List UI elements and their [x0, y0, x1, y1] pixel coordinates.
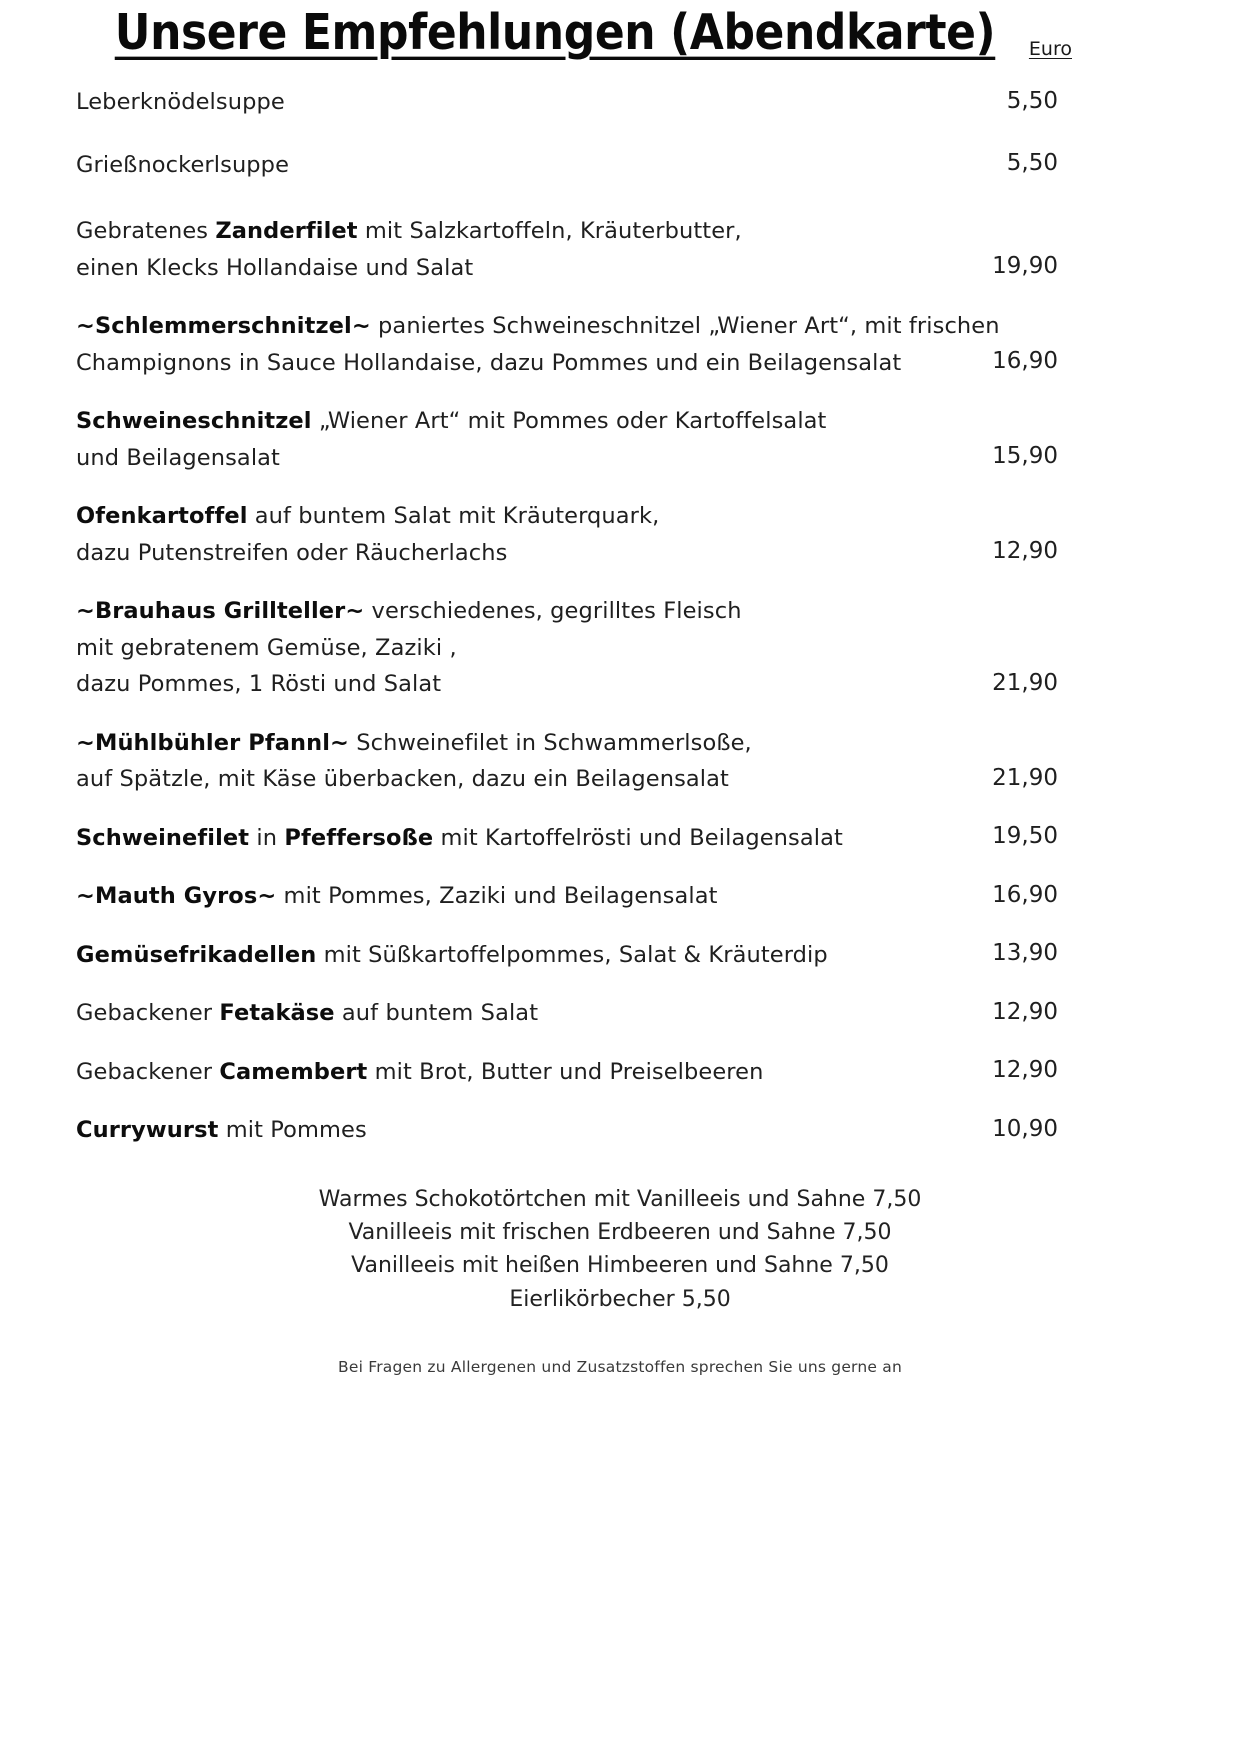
menu-item	[76, 213, 1076, 286]
menu-item-line	[76, 403, 926, 440]
dish-detail-text: auf buntem Salat mit Kräuterquark,	[247, 503, 660, 529]
menu-item-price: 12,90	[992, 1057, 1058, 1083]
item-spacer	[40, 1090, 1200, 1112]
currency-column-header: Euro	[1028, 38, 1072, 60]
menu-item-price: 13,90	[992, 940, 1058, 966]
item-spacer	[40, 703, 1200, 725]
dessert-item: Vanilleeis mit heißen Himbeeren und Sahne 7,50	[351, 1253, 889, 1279]
dish-name-text: Schweinefilet	[76, 824, 250, 851]
menu-item	[76, 995, 1076, 1032]
menu-item-description	[76, 995, 926, 1032]
menu-item-list	[40, 84, 1200, 1149]
menu-item-line	[76, 1054, 926, 1091]
dish-name-text: ~Schlemmerschnitzel~	[76, 313, 371, 339]
menu-item	[76, 147, 1076, 184]
dish-name-text: Fetakäse	[219, 1000, 335, 1026]
menu-item-description	[76, 820, 926, 857]
dish-detail-text: mit Pommes	[218, 1117, 367, 1143]
menu-item-description	[76, 593, 926, 703]
menu-item	[76, 593, 1076, 703]
menu-item	[76, 498, 1076, 571]
menu-item-line	[76, 1112, 926, 1149]
dish-detail-text: in	[249, 824, 285, 851]
dish-detail-text: auf Spätzle, mit Käse überbacken, dazu ein Beilagensalat	[76, 766, 729, 792]
dish-detail-text: paniertes Schweineschnitzel „Wiener Art“, mit frischen	[370, 313, 1000, 339]
menu-item-line	[76, 84, 926, 121]
menu-item-description	[76, 725, 926, 798]
dish-detail-text: Gebackener	[76, 1058, 220, 1085]
item-spacer	[40, 915, 1200, 937]
menu-item	[76, 820, 1076, 857]
item-spacer	[40, 183, 1200, 213]
dessert-item: Eierlikörbecher 5,50	[509, 1286, 731, 1312]
dish-name-text: Pfeffersoße	[284, 824, 434, 851]
menu-item-price: 16,90	[992, 348, 1058, 374]
menu-item	[76, 403, 1076, 476]
menu-item-line	[76, 937, 926, 974]
menu-item-line	[76, 535, 926, 572]
dish-name-text: ~Mühlbühler Pfannl~	[76, 729, 349, 756]
menu-item-description	[76, 147, 926, 184]
dish-detail-text: einen Klecks Hollandaise und Salat	[76, 254, 474, 281]
dish-detail-text: Grießnockerlsuppe	[76, 151, 290, 178]
menu-item-description	[76, 1054, 926, 1091]
menu-item-description	[76, 878, 926, 915]
dish-name-text: Currywurst	[76, 1117, 219, 1143]
dish-detail-text: Champignons in Sauce Hollandaise, dazu Pommes und ein Beilagensalat	[76, 349, 902, 376]
menu-item-line	[76, 761, 926, 798]
dish-detail-text: mit Brot, Butter und Preiselbeeren	[367, 1058, 764, 1085]
dish-detail-text: Gebackener	[76, 1000, 220, 1026]
menu-item-line	[76, 308, 1000, 345]
dish-name-text: ~Brauhaus Grillteller~	[76, 598, 365, 624]
menu-item-line	[76, 878, 926, 915]
menu-item	[76, 308, 1076, 381]
dessert-item: Warmes Schokotörtchen mit Vanilleeis und Sahne 7,50	[318, 1186, 922, 1212]
menu-item	[76, 725, 1076, 798]
dish-name-text: ~Mauth Gyros~	[76, 883, 277, 909]
dish-detail-text: dazu Putenstreifen oder Räucherlachs	[76, 539, 508, 566]
dish-detail-text: dazu Pommes, 1 Rösti und Salat	[76, 671, 442, 697]
menu-item-price: 15,90	[992, 443, 1058, 469]
dish-detail-text: mit Pommes, Zaziki und Beilagensalat	[276, 883, 718, 909]
dish-name-text: Zanderfilet	[215, 218, 358, 244]
menu-item-description	[76, 213, 926, 286]
dish-name-text: Ofenkartoffel	[76, 503, 248, 529]
dish-detail-text: Leberknödelsuppe	[76, 89, 285, 115]
menu-item-line	[76, 593, 926, 630]
menu-item	[76, 937, 1076, 974]
menu-item-price: 21,90	[992, 764, 1058, 791]
menu-item-description	[76, 403, 926, 476]
menu-item-price: 21,90	[992, 669, 1058, 696]
dish-detail-text: mit Salzkartoffeln, Kräuterbutter,	[357, 218, 742, 244]
menu-item-line	[76, 630, 926, 667]
dish-detail-text: Schweinefilet in Schwammerlsoße,	[349, 729, 752, 756]
dish-detail-text: mit gebratenem Gemüse, Zaziki ,	[76, 634, 457, 661]
menu-item-price: 5,50	[1006, 87, 1058, 114]
menu-item-line	[76, 213, 926, 250]
menu-header	[40, 0, 1200, 78]
menu-item-price: 19,90	[992, 253, 1058, 279]
menu-item	[76, 1112, 1076, 1149]
dish-detail-text: und Beilagensalat	[76, 444, 280, 471]
menu-item-line	[76, 820, 926, 857]
menu-item-line	[76, 725, 926, 762]
allergen-footer-note: Bei Fragen zu Allergenen und Zusatzstoffen sprechen Sie uns gerne an	[338, 1358, 902, 1377]
menu-item-price: 16,90	[992, 881, 1058, 908]
menu-item-line	[76, 345, 926, 382]
item-spacer	[40, 798, 1200, 820]
menu-item	[76, 1054, 1076, 1091]
menu-item-price: 5,50	[1006, 150, 1058, 176]
dish-detail-text: Gebratenes	[76, 218, 216, 244]
menu-item-description	[76, 84, 926, 121]
item-spacer	[40, 121, 1200, 147]
item-spacer	[40, 1032, 1200, 1054]
page-title: Unsere Empfehlungen (Abendkarte)	[114, 4, 996, 62]
menu-item-description	[76, 937, 926, 974]
menu-item-description	[76, 308, 1000, 381]
menu-item-line	[76, 250, 926, 287]
menu-item-price: 10,90	[992, 1115, 1058, 1142]
dessert-section	[40, 1183, 1200, 1317]
menu-item	[76, 84, 1076, 121]
menu-item-price: 12,90	[992, 998, 1058, 1025]
dessert-item: Vanilleeis mit frischen Erdbeeren und Sahne 7,50	[348, 1219, 892, 1245]
dish-detail-text: mit Süßkartoffelpommes, Salat & Kräuterdip	[316, 941, 828, 968]
menu-item	[76, 878, 1076, 915]
item-spacer	[40, 571, 1200, 593]
item-spacer	[40, 973, 1200, 995]
item-spacer	[40, 856, 1200, 878]
item-spacer	[40, 476, 1200, 498]
item-spacer	[40, 286, 1200, 308]
dish-detail-text: auf buntem Salat	[334, 1000, 539, 1026]
menu-item-line	[76, 995, 926, 1032]
dish-detail-text: mit Kartoffelrösti und Beilagensalat	[433, 824, 843, 851]
dish-detail-text: verschiedenes, gegrilltes Fleisch	[364, 598, 742, 624]
item-spacer	[40, 381, 1200, 403]
menu-item-price: 12,90	[992, 538, 1058, 564]
dish-name-text: Camembert	[219, 1058, 368, 1085]
menu-item-line	[76, 666, 926, 703]
menu-item-line	[76, 498, 926, 535]
menu-item-price: 19,50	[992, 823, 1058, 849]
dish-name-text: Gemüsefrikadellen	[76, 941, 317, 968]
menu-item-line	[76, 147, 926, 184]
dish-name-text: Schweineschnitzel	[76, 408, 312, 434]
menu-item-line	[76, 440, 926, 477]
menu-item-description	[76, 498, 926, 571]
dish-detail-text: „Wiener Art“ mit Pommes oder Kartoffelsalat	[311, 408, 827, 434]
menu-item-description	[76, 1112, 926, 1149]
